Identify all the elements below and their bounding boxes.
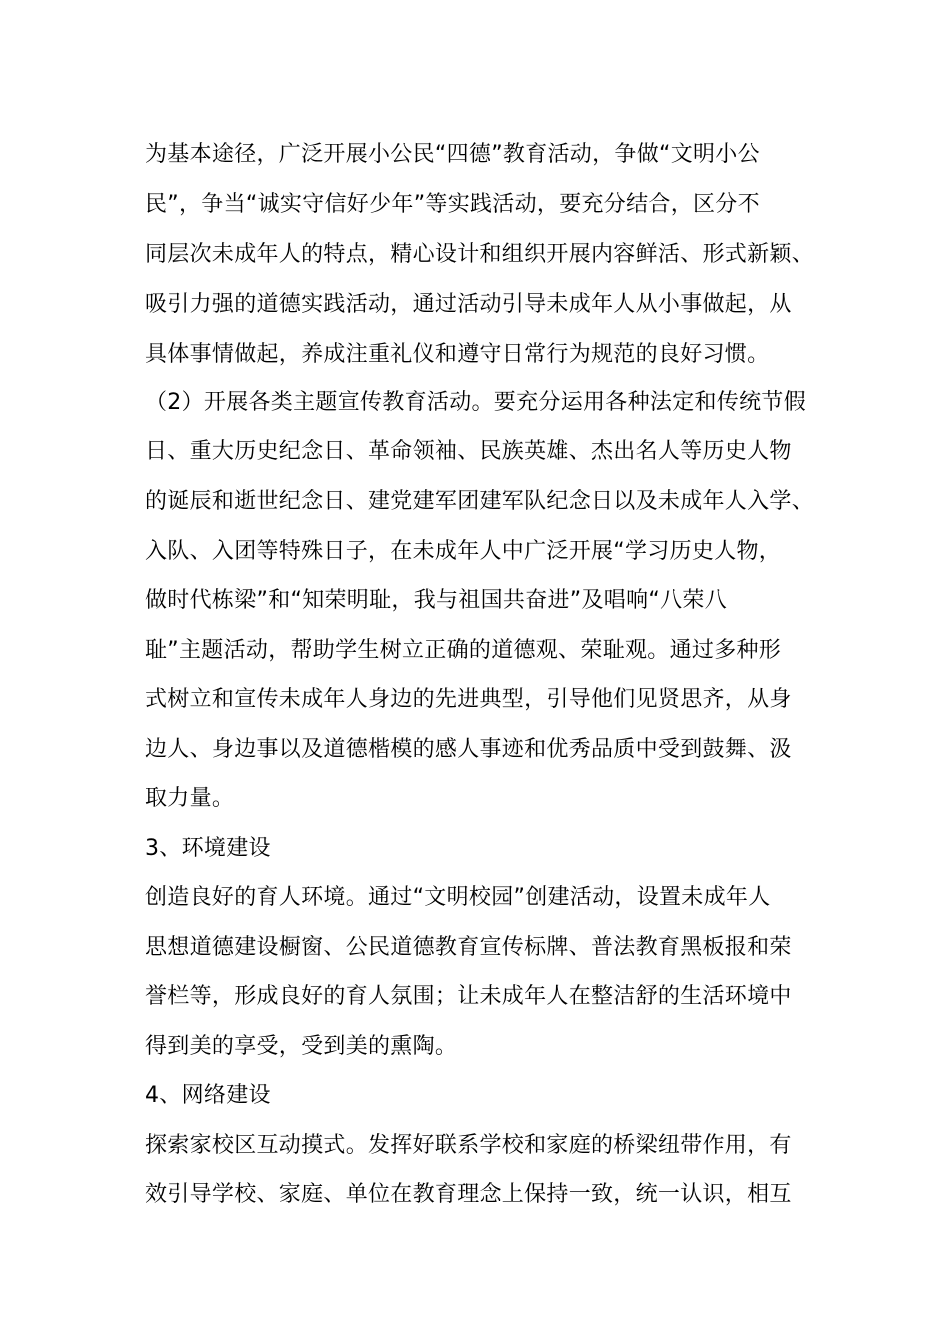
section-heading-network: 4、网络建设: [145, 1083, 271, 1108]
text-line-2: 民”，争当“诚实守信好少年”等实践活动，要充分结合，区分不: [145, 192, 760, 217]
text-line-21: 探索家校区互动摸式。发挥好联系学校和家庭的桥梁纽带作用，有: [145, 1133, 792, 1158]
text-line-9: 入队、入团等特殊日子，在未成年人中广泛开展“学习历史人物，: [145, 539, 782, 564]
text-line-11: 耻”主题活动，帮助学生树立正确的道德观、荣耻观。通过多种形: [145, 638, 782, 663]
text-line-14: 取力量。: [145, 786, 235, 811]
text-line-16: 创造良好的育人环境。通过“文明校园”创建活动，设置未成年人: [145, 885, 771, 910]
text-line-8: 的诞辰和逝世纪念日、建党建军团建军队纪念日以及未成年人入学、: [145, 489, 815, 514]
text-line-4: 吸引力强的道德实践活动，通过活动引导未成年人从小事做起，从: [145, 292, 792, 317]
section-heading-environment: 3、环境建设: [145, 836, 271, 861]
text-line-22: 效引导学校、家庭、单位在教育理念上保持一致，统一认识，相互: [145, 1182, 792, 1207]
text-line-18: 誉栏等，形成良好的育人氛围；让未成年人在整洁舒的生活环境中: [145, 984, 792, 1009]
text-line-3: 同层次未成年人的特点，精心设计和组织开展内容鲜活、形式新颖、: [145, 242, 815, 267]
text-line-17: 思想道德建设橱窗、公民道德教育宣传标牌、普法教育黑板报和荣: [145, 935, 792, 960]
text-line-12: 式树立和宣传未成年人身边的先进典型，引导他们见贤思齐，从身: [145, 687, 792, 712]
text-line-5: 具体事情做起，养成注重礼仪和遵守日常行为规范的良好习惯。: [145, 342, 770, 367]
text-line-6: （2）开展各类主题宣传教育活动。要充分运用各种法定和传统节假: [145, 390, 806, 415]
text-line-10: 做时代栋梁”和“知荣明耻，我与祖国共奋进”及唱响“八荣八: [145, 588, 727, 613]
text-line-13: 边人、身边事以及道德楷模的感人事迹和优秀品质中受到鼓舞、汲: [145, 737, 792, 762]
text-line-19: 得到美的享受，受到美的熏陶。: [145, 1034, 458, 1059]
text-line-1: 为基本途径，广泛开展小公民“四德”教育活动，争做“文明小公: [145, 142, 760, 167]
text-line-7: 日、重大历史纪念日、革命领袖、民族英雄、杰出名人等历史人物: [145, 439, 792, 464]
